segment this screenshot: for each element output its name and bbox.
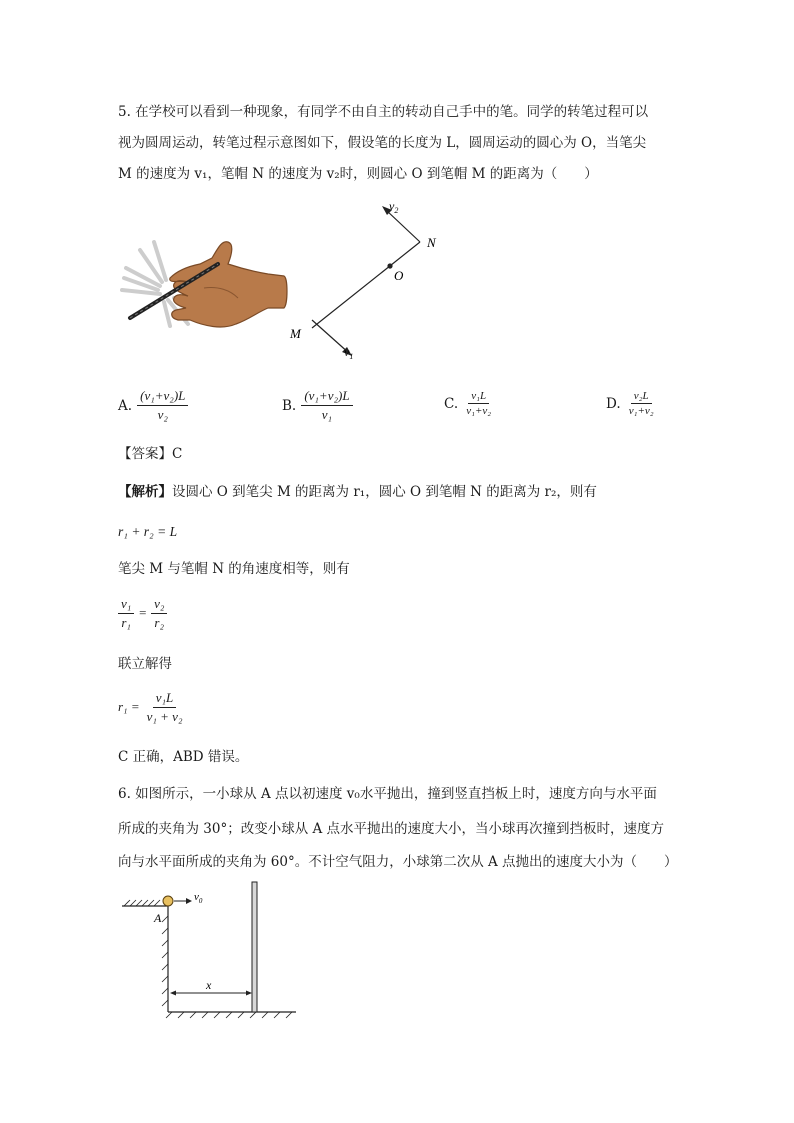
analysis-label: 【解析】 <box>118 484 172 500</box>
option-d[interactable] <box>606 390 657 417</box>
option-a-fraction <box>137 388 188 423</box>
eq2-right-num: v₂ <box>151 596 167 614</box>
eq2-equals: = <box>138 605 148 621</box>
analysis-text-1: 设圆心 O 到笔尖 M 的距离为 r₁，圆心 O 到笔帽 N 的距离为 r₂，则有 <box>172 484 597 500</box>
n-label: N <box>427 235 436 250</box>
eq2-left-num: v₁ <box>118 596 134 614</box>
option-c-num: v₁L <box>468 390 489 404</box>
answer: 【答案】C <box>118 446 183 462</box>
a-label: A <box>154 911 162 925</box>
equation-2 <box>118 596 167 631</box>
v2-label: $v_2$ <box>389 199 399 215</box>
analysis-1 <box>118 482 597 502</box>
option-c[interactable] <box>444 390 494 417</box>
v1-label: $v_1$ <box>344 345 354 361</box>
o-label: O <box>394 268 404 283</box>
v0-label: $v_0$ <box>194 891 203 905</box>
equation-3 <box>118 690 185 725</box>
option-a-den: v₂ <box>157 407 168 422</box>
eq3-fraction <box>144 690 186 725</box>
option-d-num: v₂L <box>631 390 652 404</box>
option-a[interactable] <box>118 388 188 423</box>
eq2-left-fraction <box>118 596 134 631</box>
x-label: x <box>206 978 212 992</box>
eq2-left-den: r₁ <box>121 615 131 630</box>
option-c-label: C. <box>444 396 459 412</box>
eq3-den: v₁ + v₂ <box>146 709 183 724</box>
analysis-3: 联立解得 <box>118 656 172 672</box>
conclusion: C 正确，ABD 错误。 <box>118 749 249 765</box>
analysis-2: 笔尖 M 与笔帽 N 的角速度相等，则有 <box>118 561 350 577</box>
q6-line-1: 6. 如图所示，一小球从 A 点以初速度 v₀水平抛出，撞到竖直挡板上时，速度方向与水平面 <box>118 786 657 802</box>
option-d-label: D. <box>606 396 621 412</box>
projectile-diagram <box>118 876 308 1022</box>
option-d-fraction <box>626 390 657 417</box>
q5-line-3: M 的速度为 v₁，笔帽 N 的速度为 v₂时，则圆心 O 到笔帽 M 的距离为（ ） <box>118 166 598 182</box>
option-a-num: (v₁+v₂)L <box>137 388 188 406</box>
eq2-right-den: r₂ <box>154 615 165 630</box>
pen-rotation-diagram <box>284 194 444 364</box>
q5-line-1: 5. 在学校可以看到一种现象，有同学不由自主的转动自己手中的笔。同学的转笔过程可以 <box>118 104 649 120</box>
option-d-den: v₁+v₂ <box>628 405 654 417</box>
option-a-label: A. <box>118 398 133 414</box>
option-b-label: B. <box>282 398 297 414</box>
option-b-num: (v₁+v₂)L <box>301 388 352 406</box>
eq3-num: v₁L <box>153 690 177 708</box>
option-c-den: v₁+v₂ <box>466 405 492 417</box>
q5-line-2: 视为圆周运动，转笔过程示意图如下，假设笔的长度为 L，圆周运动的圆心为 O，当笔尖 <box>118 135 647 151</box>
option-c-fraction <box>463 390 494 417</box>
m-label: M <box>290 326 301 341</box>
q6-line-3: 向与水平面所成的夹角为 60°。不计空气阻力，小球第二次从 A 点抛出的速度大小为（ ） <box>118 854 678 870</box>
eq3-lhs: r₁ = <box>118 699 140 715</box>
equation-1: r₁ + r₂ = L <box>118 524 178 539</box>
hand-pen-illustration <box>118 228 290 338</box>
option-b[interactable] <box>282 388 353 423</box>
option-b-den: v₁ <box>321 407 333 422</box>
option-b-fraction <box>301 388 352 423</box>
eq2-right-fraction <box>151 596 167 631</box>
q6-line-2: 所成的夹角为 30°；改变小球从 A 点水平抛出的速度大小，当小球再次撞到挡板时，速度方 <box>118 821 665 837</box>
